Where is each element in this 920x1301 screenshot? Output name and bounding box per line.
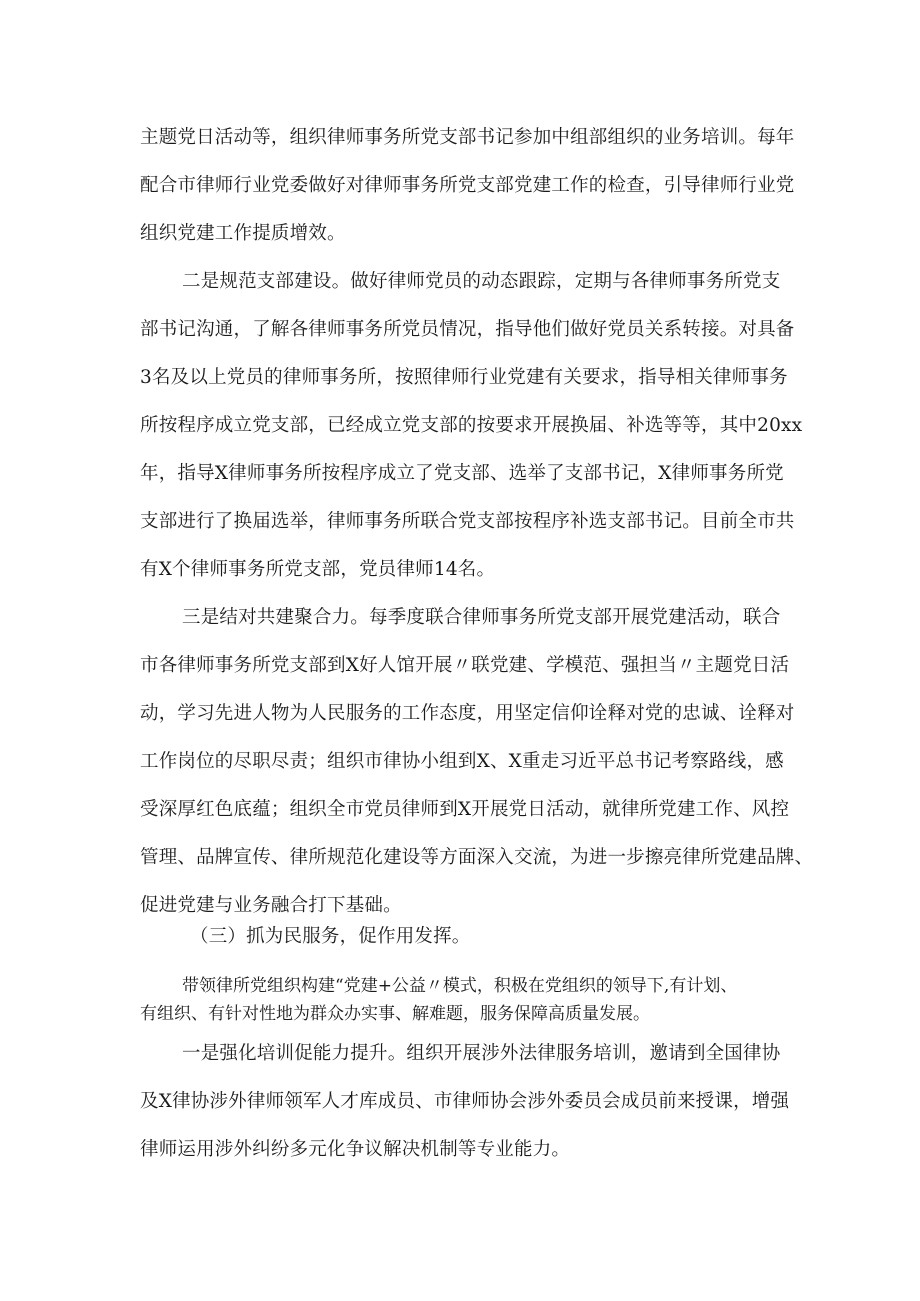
text-line: 配合市律师行业党委做好对律师事务所党支部党建工作的检查，引导律师行业党 [140,175,795,196]
text-line: 部书记沟通，了解各律师事务所党员情况，指导他们做好党员关系转接。对具备 [140,319,795,340]
text-line: 带领律所党组织构建“党建+公益〃模式，积极在党组织的领导下,有计划、 [182,976,738,996]
text-line: 组织党建工作提质增效。 [140,223,346,244]
text-line: 一是强化培训促能力提升。组织开展涉外法律服务培训，邀请到全国律协 [182,1043,781,1064]
text-line: 二是规范支部建设。做好律师党员的动态跟踪，定期与各律师事务所党支 [182,271,781,292]
text-line: 促进党建与业务融合打下基础。 [140,895,402,916]
text-line: 管理、品牌宣传、律所规范化建设等方面深入交流，为进一步擦亮律所党建品牌、 [140,847,814,868]
text-line: 3名及以上党员的律师事务所，按照律师行业党建有关要求，指导相关律师事务 [140,367,788,388]
text-line: 所按程序成立党支部，已经成立党支部的按要求开展换届、补选等等，其中20xx [140,415,803,436]
text-line: 主题党日活动等，组织律师事务所党支部书记参加中组部组织的业务培训。每年 [140,127,795,148]
text-line: 律师运用涉外纠纷多元化争议解决机制等专业能力。 [140,1139,571,1160]
text-line: 及X律协涉外律师领军人才库成员、市律师协会涉外委员会成员前来授课，增强 [140,1091,790,1112]
section-heading: （三）抓为民服务，促作用发挥。 [190,926,471,947]
text-line: 受深厚红色底蕴；组织全市党员律师到X开展党日活动，就律所党建工作、风控 [140,799,790,820]
text-line: 工作岗位的尽职尽责；组织市律协小组到X、X重走习近平总书记考察路线，感 [140,751,784,772]
text-line: 支部进行了换届选举，律师事务所联合党支部按程序补选支部书记。目前全市共 [140,511,795,532]
text-line: 动，学习先进人物为人民服务的工作态度，用坚定信仰诠释对党的忠诚、诠释对 [140,703,795,724]
text-line: 三是结对共建聚合力。每季度联合律师事务所党支部开展党建活动，联合 [182,607,781,628]
text-line: 市各律师事务所党支部到X好人馆开展〃联党建、学模范、强担当〃主题党日活 [140,655,790,676]
text-line: 年，指导X律师事务所按程序成立了党支部、选举了支部书记，X律师事务所党 [140,463,784,484]
text-line: 有X个律师事务所党支部，党员律师14名。 [140,559,496,580]
text-line: 有组织、有针对性地为群众办实事、解难题，服务保障高质量发展。 [140,1004,650,1024]
